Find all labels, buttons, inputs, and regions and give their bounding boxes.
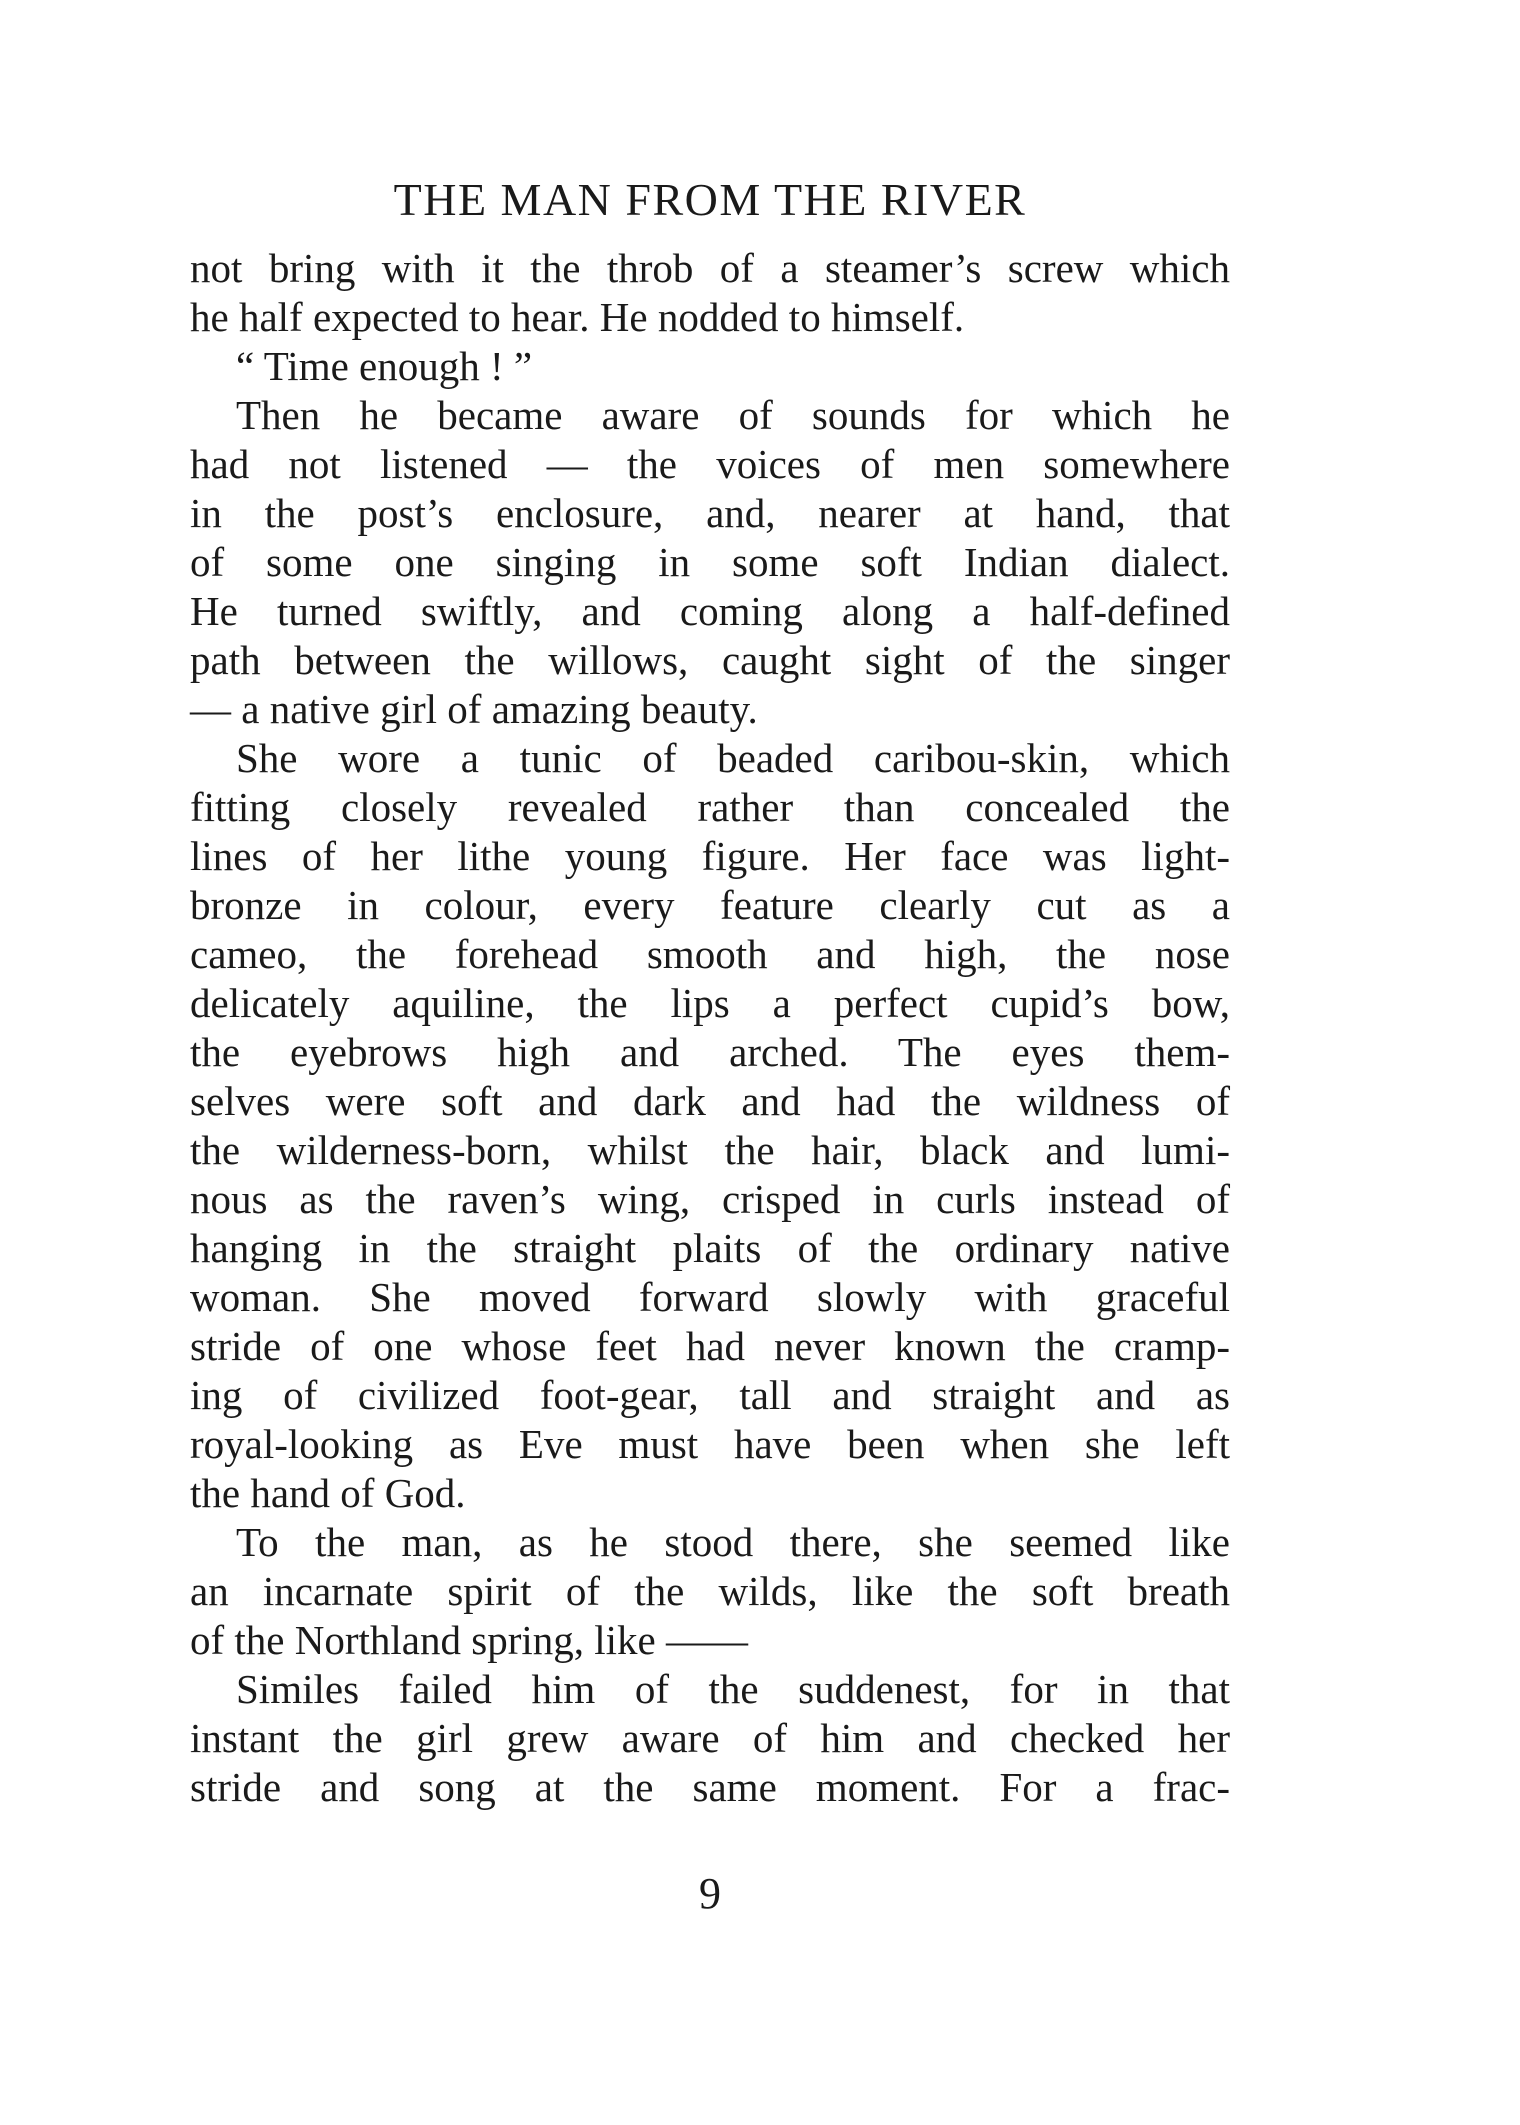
text-line: delicately aquiline, the lips a perfect cupid’s bow, <box>190 980 1230 1026</box>
text-line: he half expected to hear. He nodded to himself. <box>190 294 965 340</box>
text-line: selves were soft and dark and had the wildness of <box>190 1078 1230 1124</box>
text-line: not bring with it the throb of a steamer’s screw which <box>190 245 1230 291</box>
text-line: He turned swiftly, and coming along a half-defined <box>190 588 1230 634</box>
text-line: ing of civilized foot-gear, tall and straight and as <box>190 1372 1230 1418</box>
text-line: She wore a tunic of beaded caribou-skin, which <box>236 735 1230 781</box>
text-line: “ Time enough ! ” <box>236 343 533 389</box>
text-line: the hand of God. <box>190 1470 466 1516</box>
text-line: Similes failed him of the suddenest, for in that <box>236 1666 1230 1712</box>
text-line: woman. She moved forward slowly with graceful <box>190 1274 1230 1320</box>
text-line: To the man, as he stood there, she seemed like <box>236 1519 1230 1565</box>
text-line: in the post’s enclosure, and, nearer at hand, that <box>190 490 1230 536</box>
text-line: an incarnate spirit of the wilds, like the soft breath <box>190 1568 1230 1614</box>
text-line: royal-looking as Eve must have been when she left <box>190 1421 1230 1467</box>
text-line: hanging in the straight plaits of the ordinary native <box>190 1225 1230 1271</box>
text-line: the eyebrows high and arched. The eyes them- <box>190 1029 1230 1075</box>
text-line: had not listened — the voices of men somewhere <box>190 441 1230 487</box>
text-line: instant the girl grew aware of him and checked her <box>190 1715 1230 1761</box>
text-line: Then he became aware of sounds for which he <box>236 392 1230 438</box>
text-line: path between the willows, caught sight of the singer <box>190 637 1230 683</box>
text-line: stride and song at the same moment. For a frac- <box>190 1764 1230 1810</box>
page-number: 9 <box>699 1869 721 1918</box>
body-text <box>190 244 1230 1812</box>
text-line: nous as the raven’s wing, crisped in curls instead of <box>190 1176 1230 1222</box>
text-line: of some one singing in some soft Indian dialect. <box>190 539 1230 585</box>
text-line: of the Northland spring, like —— <box>190 1617 748 1663</box>
text-line: cameo, the forehead smooth and high, the nose <box>190 931 1230 977</box>
text-line: the wilderness-born, whilst the hair, black and lumi- <box>190 1127 1230 1173</box>
text-line: — a native girl of amazing beauty. <box>190 686 758 732</box>
text-line: bronze in colour, every feature clearly cut as a <box>190 882 1230 928</box>
running-head: THE MAN FROM THE RIVER <box>393 174 1027 225</box>
text-line: fitting closely revealed rather than concealed the <box>190 784 1230 830</box>
text-line: stride of one whose feet had never known the cramp- <box>190 1323 1230 1369</box>
text-line: lines of her lithe young figure. Her face was light- <box>190 833 1230 879</box>
